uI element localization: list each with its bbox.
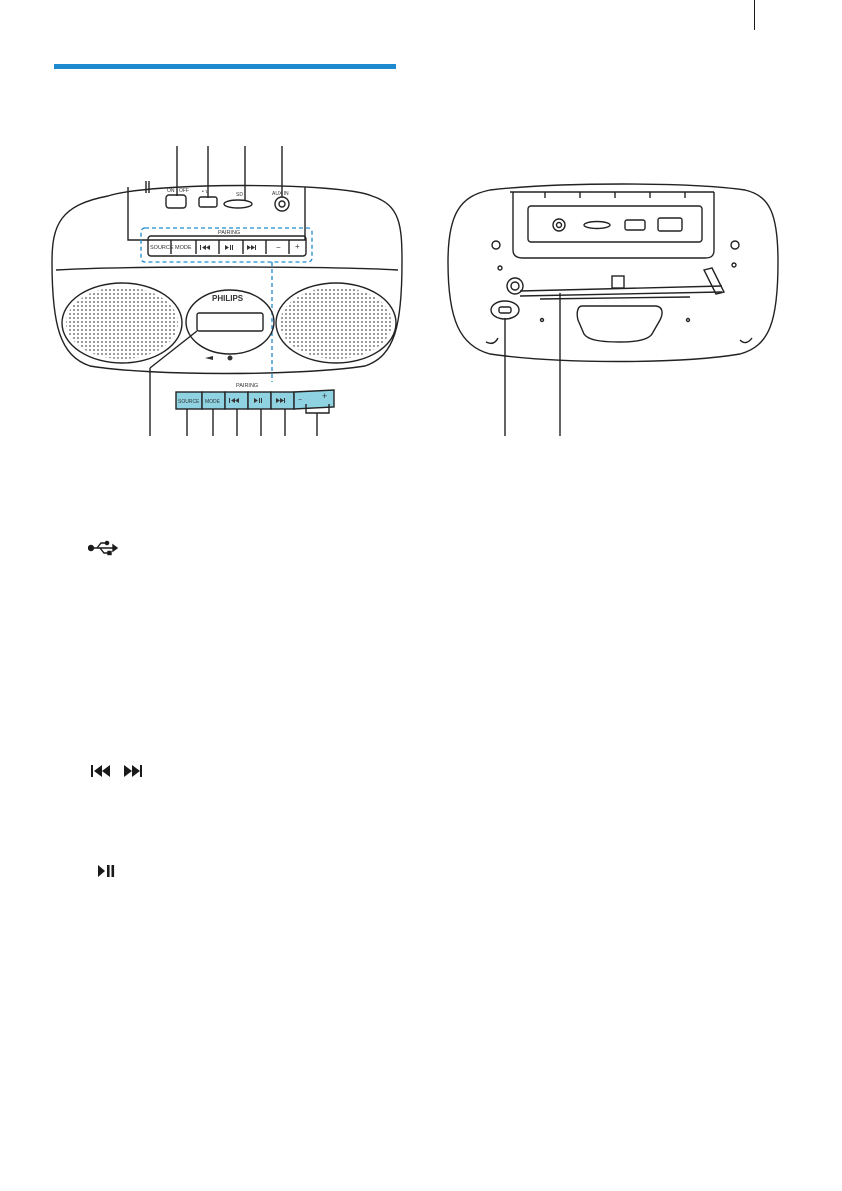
btn-source-top: SOURCE [150, 245, 174, 251]
play-pause-icon [97, 863, 117, 879]
btn-source-callout: SOURCE [178, 399, 200, 405]
btn-mode-top: MODE [175, 245, 192, 251]
back-view-device [448, 184, 778, 362]
prev-glyph-top [200, 245, 210, 250]
btn-minus-callout: − [298, 397, 303, 404]
btn-plus-top: + [295, 242, 300, 251]
usb-icon [88, 540, 118, 556]
label-usb-mark: • ʮ [202, 189, 209, 195]
label-pairing-callout: PAIRING [236, 383, 259, 389]
label-aux-in: AUX IN [272, 191, 289, 197]
small-disc-symbol [228, 356, 233, 361]
back-callouts [505, 293, 560, 436]
front-top-callouts [177, 146, 282, 200]
small-usb-symbol [205, 356, 213, 360]
playpause-glyph-top [225, 245, 233, 250]
next-glyph-top [247, 245, 256, 250]
prev-next-icon [90, 763, 150, 779]
brand-logo: PHILIPS [212, 294, 244, 303]
product-illustration [0, 0, 842, 450]
btn-minus-top: − [276, 243, 281, 252]
btn-mode-callout: MODE [205, 399, 220, 405]
btn-plus-callout: + [322, 391, 328, 401]
label-pairing-top: PAIRING [218, 230, 241, 236]
label-on-off: ON · OFF [167, 188, 189, 194]
front-bottom-callouts [150, 331, 317, 436]
label-sd-mark: SD [236, 192, 243, 198]
